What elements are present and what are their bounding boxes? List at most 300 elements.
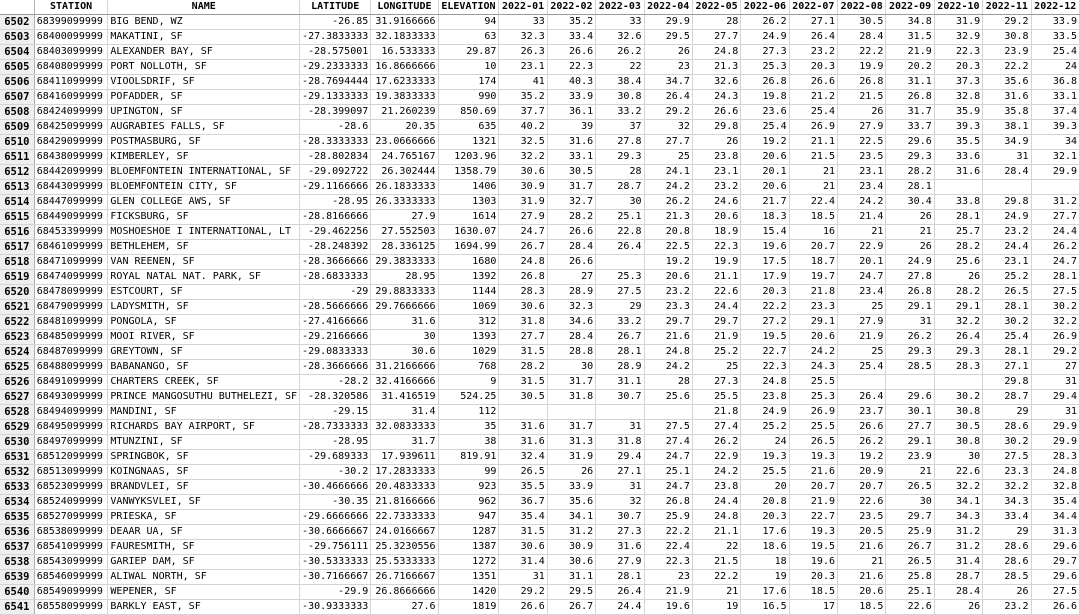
cell-value[interactable]: 32.4	[499, 450, 547, 465]
cell-value[interactable]: 29.1	[886, 300, 934, 315]
cell-value[interactable]	[644, 405, 692, 420]
cell-value[interactable]: 39.3	[934, 120, 982, 135]
cell-name[interactable]: ALIWAL NORTH, SF	[108, 570, 300, 585]
cell-value[interactable]: 27.3	[741, 45, 789, 60]
cell-value[interactable]: 27.9	[371, 210, 438, 225]
cell-value[interactable]: 28.9	[596, 360, 644, 375]
cell-station[interactable]: 68411099999	[34, 75, 108, 90]
cell-value[interactable]: 29.7	[692, 315, 740, 330]
cell-value[interactable]: 22.8	[596, 225, 644, 240]
cell-name[interactable]: BABANANGO, SF	[108, 360, 300, 375]
cell-value[interactable]: 27.5	[596, 285, 644, 300]
cell-value[interactable]: 990	[438, 90, 499, 105]
cell-value[interactable]: 33.4	[983, 510, 1031, 525]
cell-value[interactable]: 29	[596, 300, 644, 315]
row-number[interactable]: 6536	[0, 525, 34, 540]
cell-value[interactable]: 26.4	[789, 30, 837, 45]
row-number[interactable]: 6539	[0, 570, 34, 585]
cell-value[interactable]: 24.6	[692, 195, 740, 210]
cell-name[interactable]: ALEXANDER BAY, SF	[108, 45, 300, 60]
cell-value[interactable]: -29.2333333	[300, 60, 371, 75]
cell-value[interactable]: 26	[983, 585, 1031, 600]
cell-value[interactable]: 32.1	[1031, 150, 1080, 165]
cell-station[interactable]: 68461099999	[34, 240, 108, 255]
cell-value[interactable]: 26.3	[499, 45, 547, 60]
cell-value[interactable]: 33.5	[1031, 30, 1080, 45]
cell-value[interactable]: -29	[300, 285, 371, 300]
cell-value[interactable]: 27.5	[1031, 585, 1080, 600]
cell-value[interactable]: 26.1833333	[371, 180, 438, 195]
cell-value[interactable]	[886, 375, 934, 390]
cell-value[interactable]: 26.8	[886, 285, 934, 300]
cell-value[interactable]: 29.2	[499, 585, 547, 600]
cell-value[interactable]: 18	[741, 555, 789, 570]
cell-value[interactable]: 31.3	[1031, 525, 1080, 540]
cell-value[interactable]: -28.3333333	[300, 135, 371, 150]
cell-value[interactable]: 25.3	[789, 390, 837, 405]
cell-value[interactable]: 22.7333333	[371, 510, 438, 525]
cell-name[interactable]: POFADDER, SF	[108, 90, 300, 105]
cell-value[interactable]: 18.6	[741, 540, 789, 555]
cell-value[interactable]: 37	[596, 120, 644, 135]
row-number[interactable]: 6505	[0, 60, 34, 75]
cell-station[interactable]: 68399099999	[34, 15, 108, 30]
cell-value[interactable]: 24.2	[644, 180, 692, 195]
cell-value[interactable]: 25.1	[644, 465, 692, 480]
cell-value[interactable]: 22.2	[741, 300, 789, 315]
cell-value[interactable]: 30.2	[983, 315, 1031, 330]
cell-value[interactable]: 26.6	[838, 420, 886, 435]
cell-value[interactable]: 31.2	[547, 525, 595, 540]
cell-value[interactable]: 25	[838, 345, 886, 360]
cell-value[interactable]: 32.0833333	[371, 420, 438, 435]
cell-value[interactable]: 31.1	[886, 75, 934, 90]
cell-value[interactable]: 30.2	[983, 435, 1031, 450]
cell-station[interactable]: 68512099999	[34, 450, 108, 465]
cell-value[interactable]: 21.7	[741, 195, 789, 210]
cell-station[interactable]: 68491099999	[34, 375, 108, 390]
cell-station[interactable]: 68400099999	[34, 30, 108, 45]
cell-value[interactable]: 23.9	[886, 450, 934, 465]
cell-station[interactable]: 68453399999	[34, 225, 108, 240]
cell-value[interactable]: 35.8	[983, 105, 1031, 120]
cell-value[interactable]: 33	[499, 15, 547, 30]
cell-value[interactable]: 26.5	[886, 555, 934, 570]
cell-value[interactable]: 26.2	[596, 45, 644, 60]
cell-value[interactable]: 30.8	[934, 435, 982, 450]
cell-value[interactable]: 17.6	[741, 585, 789, 600]
cell-value[interactable]: 30.8	[983, 30, 1031, 45]
column-header[interactable]: LATITUDE	[300, 0, 371, 15]
cell-value[interactable]: 26.6	[692, 105, 740, 120]
cell-value[interactable]: 26	[838, 105, 886, 120]
cell-value[interactable]: 34	[1031, 135, 1080, 150]
cell-value[interactable]: 1321	[438, 135, 499, 150]
cell-value[interactable]: 23.6	[741, 105, 789, 120]
cell-value[interactable]: 29.5	[547, 585, 595, 600]
cell-station[interactable]: 68493099999	[34, 390, 108, 405]
cell-value[interactable]: 28.4	[838, 30, 886, 45]
cell-value[interactable]: 31.8	[547, 390, 595, 405]
cell-value[interactable]: 24.4	[983, 240, 1031, 255]
row-number[interactable]: 6514	[0, 195, 34, 210]
cell-value[interactable]: 23.2	[644, 285, 692, 300]
cell-value[interactable]: -29.1333333	[300, 90, 371, 105]
row-number[interactable]: 6523	[0, 330, 34, 345]
cell-name[interactable]: KOINGNAAS, SF	[108, 465, 300, 480]
cell-value[interactable]: 94	[438, 15, 499, 30]
row-number[interactable]: 6541	[0, 600, 34, 615]
cell-value[interactable]: 23.1	[838, 165, 886, 180]
cell-value[interactable]: 22	[692, 540, 740, 555]
row-number[interactable]: 6509	[0, 120, 34, 135]
cell-value[interactable]: 19	[692, 600, 740, 615]
cell-value[interactable]: 23.8	[741, 390, 789, 405]
cell-value[interactable]: 33.6	[934, 150, 982, 165]
cell-value[interactable]: 27.1	[983, 360, 1031, 375]
cell-name[interactable]: BARKLY EAST, SF	[108, 600, 300, 615]
cell-value[interactable]: 28.7	[596, 180, 644, 195]
cell-value[interactable]: -30.7166667	[300, 570, 371, 585]
cell-value[interactable]: -30.6666667	[300, 525, 371, 540]
cell-value[interactable]: 19.3833333	[371, 90, 438, 105]
cell-value[interactable]: 19	[741, 570, 789, 585]
cell-value[interactable]: 23.9	[983, 45, 1031, 60]
cell-value[interactable]: 25.1	[886, 585, 934, 600]
cell-value[interactable]: 31.8	[499, 315, 547, 330]
row-number[interactable]: 6506	[0, 75, 34, 90]
cell-value[interactable]: 24.2	[644, 360, 692, 375]
cell-value[interactable]: 20.6	[789, 330, 837, 345]
cell-value[interactable]: 24.2	[692, 465, 740, 480]
cell-value[interactable]: 21.5	[789, 150, 837, 165]
cell-value[interactable]: 25.2	[741, 420, 789, 435]
cell-value[interactable]: 26	[692, 135, 740, 150]
cell-value[interactable]: 23.1	[499, 60, 547, 75]
cell-value[interactable]: 26	[934, 270, 982, 285]
cell-value[interactable]: 23.1	[692, 165, 740, 180]
cell-value[interactable]	[838, 375, 886, 390]
cell-value[interactable]	[596, 255, 644, 270]
cell-value[interactable]: 21.1	[692, 270, 740, 285]
cell-value[interactable]: 28.2	[499, 360, 547, 375]
cell-value[interactable]: 30	[547, 360, 595, 375]
cell-name[interactable]: PRIESKA, SF	[108, 510, 300, 525]
cell-value[interactable]: 30.5	[499, 390, 547, 405]
cell-value[interactable]: 32.2	[499, 150, 547, 165]
cell-station[interactable]: 68546099999	[34, 570, 108, 585]
cell-value[interactable]: 17.939611	[371, 450, 438, 465]
cell-value[interactable]: 31.5	[499, 375, 547, 390]
cell-value[interactable]: 20.5	[838, 525, 886, 540]
cell-value[interactable]: 22.4	[789, 195, 837, 210]
cell-value[interactable]: 29.2	[1031, 345, 1080, 360]
cell-station[interactable]: 68523099999	[34, 480, 108, 495]
cell-value[interactable]: 36.7	[499, 495, 547, 510]
column-header[interactable]: 2022-04	[644, 0, 692, 15]
cell-value[interactable]: 20.7	[789, 480, 837, 495]
cell-value[interactable]: 25	[644, 150, 692, 165]
cell-value[interactable]: 25.5	[789, 420, 837, 435]
cell-name[interactable]: LADYSMITH, SF	[108, 300, 300, 315]
cell-value[interactable]: 32.1833333	[371, 30, 438, 45]
cell-value[interactable]: 25.5	[741, 465, 789, 480]
cell-value[interactable]: -30.35	[300, 495, 371, 510]
cell-value[interactable]: 23.0666666	[371, 135, 438, 150]
cell-value[interactable]: 19.2	[644, 255, 692, 270]
cell-value[interactable]: 1287	[438, 525, 499, 540]
cell-value[interactable]: 30.6	[499, 540, 547, 555]
row-number[interactable]: 6517	[0, 240, 34, 255]
cell-value[interactable]: 19.3	[789, 450, 837, 465]
cell-value[interactable]: 25.7	[934, 225, 982, 240]
cell-value[interactable]: 31.7	[547, 180, 595, 195]
cell-name[interactable]: ROYAL NATAL NAT. PARK, SF	[108, 270, 300, 285]
cell-station[interactable]: 68494099999	[34, 405, 108, 420]
cell-value[interactable]: 27.7	[886, 420, 934, 435]
cell-value[interactable]: 31.6	[596, 540, 644, 555]
cell-value[interactable]: 24.8	[1031, 465, 1080, 480]
cell-value[interactable]: 31.6	[983, 90, 1031, 105]
cell-value[interactable]: 22.5	[644, 240, 692, 255]
column-header[interactable]: ELEVATION	[438, 0, 499, 15]
cell-value[interactable]: 30.5	[547, 165, 595, 180]
cell-station[interactable]: 68479099999	[34, 300, 108, 315]
cell-value[interactable]: 35.5	[934, 135, 982, 150]
cell-value[interactable]: 22.6	[838, 495, 886, 510]
cell-value[interactable]: 27.7	[499, 330, 547, 345]
cell-value[interactable]: 26.8	[886, 90, 934, 105]
cell-value[interactable]: 25.6	[934, 255, 982, 270]
cell-value[interactable]: 32.6	[596, 30, 644, 45]
row-number[interactable]: 6524	[0, 345, 34, 360]
cell-value[interactable]: 28.1	[596, 345, 644, 360]
cell-value[interactable]: 26.6	[1031, 600, 1080, 615]
cell-value[interactable]: 23.1	[983, 255, 1031, 270]
cell-value[interactable]: 19.2	[741, 135, 789, 150]
cell-value[interactable]: 29.3833333	[371, 255, 438, 270]
column-header[interactable]: 2022-12	[1031, 0, 1080, 15]
cell-value[interactable]: 24.2	[789, 345, 837, 360]
cell-value[interactable]: 19.9	[838, 60, 886, 75]
cell-value[interactable]: 31.7	[547, 420, 595, 435]
cell-value[interactable]	[983, 180, 1031, 195]
cell-value[interactable]: -30.4666666	[300, 480, 371, 495]
cell-value[interactable]: 24	[741, 435, 789, 450]
column-header[interactable]: 2022-03	[596, 0, 644, 15]
cell-value[interactable]: 27.3	[596, 525, 644, 540]
cell-station[interactable]: 68424099999	[34, 105, 108, 120]
cell-value[interactable]: -27.4166666	[300, 315, 371, 330]
cell-value[interactable]: 31.6	[499, 420, 547, 435]
cell-value[interactable]: 27.7	[692, 30, 740, 45]
cell-value[interactable]: 24.4	[596, 600, 644, 615]
cell-value[interactable]: 36.8	[1031, 75, 1080, 90]
cell-value[interactable]: 21.5	[838, 90, 886, 105]
cell-value[interactable]: 27.1	[596, 465, 644, 480]
cell-value[interactable]: 26	[886, 240, 934, 255]
cell-value[interactable]: -29.756111	[300, 540, 371, 555]
cell-value[interactable]: 30.8	[596, 90, 644, 105]
cell-value[interactable]: 21	[886, 465, 934, 480]
cell-value[interactable]: 25.4	[741, 120, 789, 135]
cell-station[interactable]: 68438099999	[34, 150, 108, 165]
cell-value[interactable]: 26.6	[499, 600, 547, 615]
cell-station[interactable]: 68497099999	[34, 435, 108, 450]
cell-value[interactable]: 20.3	[741, 510, 789, 525]
cell-value[interactable]: 30.9	[499, 180, 547, 195]
cell-value[interactable]: 19.6	[741, 240, 789, 255]
cell-value[interactable]: 29.87	[438, 45, 499, 60]
row-number[interactable]: 6529	[0, 420, 34, 435]
cell-value[interactable]: 23.7	[838, 405, 886, 420]
cell-value[interactable]: 24.7	[644, 450, 692, 465]
cell-value[interactable]: 29.6	[1031, 570, 1080, 585]
cell-value[interactable]: 26.5	[983, 285, 1031, 300]
cell-value[interactable]: 33.7	[886, 120, 934, 135]
cell-name[interactable]: WEPENER, SF	[108, 585, 300, 600]
cell-value[interactable]: -28.3666666	[300, 255, 371, 270]
cell-value[interactable]: 31	[596, 420, 644, 435]
cell-name[interactable]: VIOOLSDRIF, SF	[108, 75, 300, 90]
row-number[interactable]: 6520	[0, 285, 34, 300]
cell-value[interactable]: 30.4	[886, 195, 934, 210]
cell-value[interactable]: 25.2	[692, 345, 740, 360]
cell-value[interactable]: 312	[438, 315, 499, 330]
cell-value[interactable]: 34.3	[934, 510, 982, 525]
cell-name[interactable]: BRANDVLEI, SF	[108, 480, 300, 495]
cell-value[interactable]: 32	[644, 120, 692, 135]
cell-value[interactable]: 21.2	[789, 90, 837, 105]
cell-value[interactable]: 26.4	[934, 330, 982, 345]
cell-station[interactable]: 68425099999	[34, 120, 108, 135]
cell-value[interactable]: 22.3	[741, 360, 789, 375]
row-number[interactable]: 6527	[0, 390, 34, 405]
cell-value[interactable]: 23	[644, 570, 692, 585]
cell-value[interactable]: 27.9	[499, 210, 547, 225]
cell-value[interactable]: 37.4	[1031, 105, 1080, 120]
cell-value[interactable]: 28.7	[983, 390, 1031, 405]
cell-value[interactable]: 32.4166666	[371, 375, 438, 390]
column-header[interactable]: 2022-10	[934, 0, 982, 15]
cell-value[interactable]: 28.1	[983, 300, 1031, 315]
cell-value[interactable]: 23.2	[692, 180, 740, 195]
cell-value[interactable]: 28.6	[983, 555, 1031, 570]
cell-value[interactable]: 20.6	[741, 180, 789, 195]
cell-value[interactable]: 27.4	[692, 420, 740, 435]
column-header[interactable]: 2022-11	[983, 0, 1031, 15]
row-number[interactable]: 6537	[0, 540, 34, 555]
cell-value[interactable]: 27.8	[596, 135, 644, 150]
cell-value[interactable]: 28.1	[1031, 270, 1080, 285]
cell-value[interactable]: 20.6	[692, 210, 740, 225]
cell-value[interactable]: 32.2	[983, 480, 1031, 495]
cell-value[interactable]: 31.2166666	[371, 360, 438, 375]
cell-value[interactable]: 28.1	[886, 180, 934, 195]
cell-value[interactable]: 22.6	[886, 600, 934, 615]
cell-value[interactable]: 20.3	[789, 60, 837, 75]
cell-value[interactable]: -30.2	[300, 465, 371, 480]
cell-station[interactable]: 68403099999	[34, 45, 108, 60]
cell-value[interactable]: 24.7	[499, 225, 547, 240]
cell-value[interactable]: 21.6	[838, 540, 886, 555]
cell-value[interactable]: 20.6	[644, 270, 692, 285]
cell-value[interactable]: 27.3	[692, 375, 740, 390]
cell-value[interactable]: 19.2	[838, 450, 886, 465]
cell-value[interactable]: 33.8	[934, 195, 982, 210]
cell-value[interactable]: 20.2	[886, 60, 934, 75]
cell-value[interactable]: 1203.96	[438, 150, 499, 165]
cell-value[interactable]: 31.6	[547, 135, 595, 150]
cell-station[interactable]: 68429099999	[34, 135, 108, 150]
cell-value[interactable]: 25.3230556	[371, 540, 438, 555]
row-number[interactable]: 6512	[0, 165, 34, 180]
cell-value[interactable]: 19.7	[789, 270, 837, 285]
cell-value[interactable]: 9	[438, 375, 499, 390]
cell-value[interactable]: 28.336125	[371, 240, 438, 255]
cell-station[interactable]: 68538099999	[34, 525, 108, 540]
cell-name[interactable]: BIG BEND, WZ	[108, 15, 300, 30]
cell-value[interactable]: 29.4	[596, 450, 644, 465]
cell-value[interactable]: 31	[596, 480, 644, 495]
cell-value[interactable]: 27	[1031, 360, 1080, 375]
cell-value[interactable]: 28.3	[499, 285, 547, 300]
cell-value[interactable]: 27	[547, 270, 595, 285]
cell-value[interactable]: 34.3	[983, 495, 1031, 510]
cell-value[interactable]: 1392	[438, 270, 499, 285]
cell-value[interactable]: 35.6	[983, 75, 1031, 90]
cell-value[interactable]: 16.5	[741, 600, 789, 615]
cell-value[interactable]: 22.5	[838, 135, 886, 150]
column-header[interactable]: NAME	[108, 0, 300, 15]
cell-station[interactable]: 68474099999	[34, 270, 108, 285]
cell-value[interactable]: 24.7	[1031, 255, 1080, 270]
cell-station[interactable]: 68488099999	[34, 360, 108, 375]
cell-value[interactable]: 27.6	[371, 600, 438, 615]
row-number[interactable]: 6513	[0, 180, 34, 195]
cell-value[interactable]: 28	[596, 165, 644, 180]
cell-value[interactable]: 26.5	[886, 480, 934, 495]
cell-value[interactable]: 23.2	[789, 45, 837, 60]
column-header[interactable]: 2022-09	[886, 0, 934, 15]
cell-value[interactable]: 30.2	[1031, 300, 1080, 315]
cell-value[interactable]: 25.5333333	[371, 555, 438, 570]
cell-value[interactable]: 21.9	[644, 585, 692, 600]
cell-value[interactable]: 22.7	[789, 510, 837, 525]
cell-value[interactable]: 10	[438, 60, 499, 75]
cell-value[interactable]: 31.1	[547, 570, 595, 585]
cell-value[interactable]: 27.7	[1031, 210, 1080, 225]
cell-value[interactable]: 31.1	[596, 375, 644, 390]
cell-value[interactable]: 30.6	[371, 345, 438, 360]
cell-value[interactable]: 38.1	[983, 120, 1031, 135]
cell-value[interactable]: 32.5	[499, 135, 547, 150]
cell-value[interactable]: 26.4	[644, 90, 692, 105]
cell-value[interactable]: -30.5333333	[300, 555, 371, 570]
cell-value[interactable]: 37.3	[934, 75, 982, 90]
cell-value[interactable]: -28.6	[300, 120, 371, 135]
cell-value[interactable]: 22.9	[838, 240, 886, 255]
cell-name[interactable]: FAURESMITH, SF	[108, 540, 300, 555]
cell-value[interactable]: 39.3	[1031, 120, 1080, 135]
cell-value[interactable]: 28.6	[983, 420, 1031, 435]
cell-value[interactable]: 1358.79	[438, 165, 499, 180]
cell-value[interactable]: 29.8	[692, 120, 740, 135]
cell-value[interactable]: 21.1	[789, 135, 837, 150]
cell-value[interactable]: 31.5	[499, 345, 547, 360]
cell-name[interactable]: AUGRABIES FALLS, SF	[108, 120, 300, 135]
cell-value[interactable]: 22.6	[692, 285, 740, 300]
